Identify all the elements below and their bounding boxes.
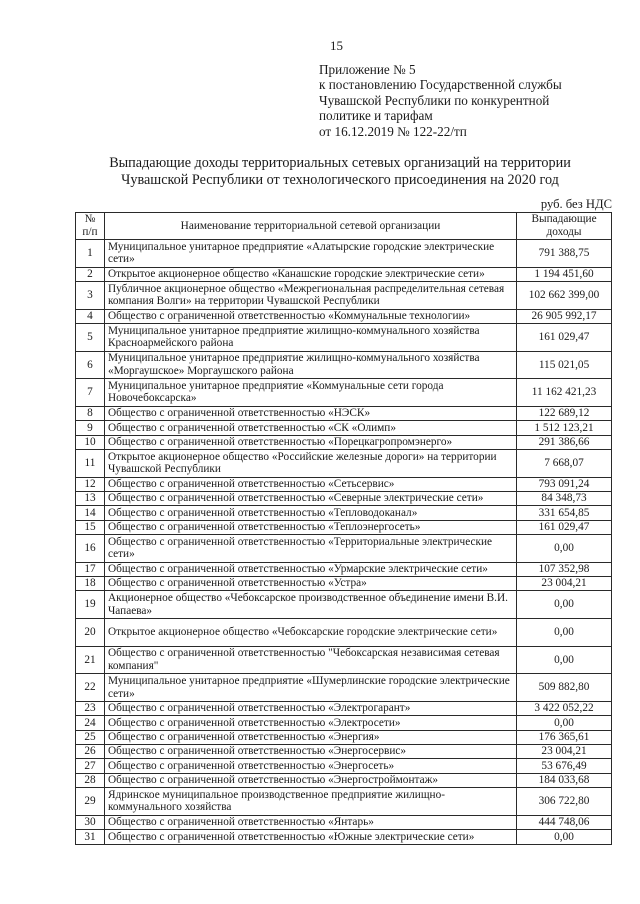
row-organization-name: Публичное акционерное общество «Межрегиональная распределительная сетевая компания Волги» на территории Чувашской Республики [104,281,516,309]
table-row [76,773,612,787]
table-row [76,830,612,844]
row-lost-income-value: 0,00 [517,619,612,647]
header-number-line: п/п [82,226,98,238]
row-number: 2 [76,267,105,281]
row-organization-name: Открытое акционерное общество «Российские железные дороги» на территории Чувашской Республики [104,449,516,477]
row-organization-name: Общество с ограниченной ответственностью «Коммунальные технологии» [104,309,516,323]
table-row [76,674,612,702]
row-organization-name: Общество с ограниченной ответственностью «Урмарские электрические сети» [104,562,516,576]
row-number: 6 [76,351,105,379]
header-value-line: доходы [546,226,582,238]
table-row [76,351,612,379]
row-number: 12 [76,477,105,491]
row-organization-name: Общество с ограниченной ответственностью «СК «Олимп» [104,421,516,435]
row-organization-name: Ядринское муниципальное производственное предприятие жилищно-коммунального хозяйства [104,788,516,816]
row-organization-name: Общество с ограниченной ответственностью «Южные электрические сети» [104,830,516,844]
row-lost-income-value: 291 386,66 [517,435,612,449]
appendix-line: от 16.12.2019 № 122-22/тп [319,123,467,139]
table-row [76,730,612,744]
appendix-line: к постановлению Государственной службы [319,77,562,93]
row-number: 9 [76,421,105,435]
table-row [76,421,612,435]
table-row [76,788,612,816]
row-organization-name: Открытое акционерное общество «Канашские городские электрические сети» [104,267,516,281]
table-row [76,240,612,268]
row-number: 31 [76,830,105,844]
row-number: 17 [76,562,105,576]
row-organization-name: Общество с ограниченной ответственностью "Чебоксарская независимая сетевая компания" [104,646,516,674]
row-number: 14 [76,506,105,520]
row-organization-name: Общество с ограниченной ответственностью «Порецкагропромэнерго» [104,435,516,449]
row-lost-income-value: 115 021,05 [517,351,612,379]
row-lost-income-value: 793 091,24 [517,477,612,491]
row-organization-name: Открытое акционерное общество «Чебоксарские городские электрические сети» [104,619,516,647]
title-line: Выпадающие доходы территориальных сетевых организаций на территории [109,155,571,171]
row-number: 8 [76,406,105,420]
header-name: Наименование территориальной сетевой организации [104,213,516,240]
row-organization-name: Общество с ограниченной ответственностью «Энергостроймонтаж» [104,773,516,787]
document-title [60,155,620,189]
table-row [76,449,612,477]
table-row [76,267,612,281]
row-lost-income-value: 3 422 052,22 [517,701,612,715]
units-label: руб. без НДС [540,197,612,211]
row-number: 3 [76,281,105,309]
row-organization-name: Общество с ограниченной ответственностью «Сетьсервис» [104,477,516,491]
appendix-line: Чувашской Республики по конкурентной [319,92,550,108]
row-organization-name: Муниципальное унитарное предприятие «Шумерлинские городские электрические сети» [104,674,516,702]
row-organization-name: Общество с ограниченной ответственностью «Энергосервис» [104,745,516,759]
row-lost-income-value: 444 748,06 [517,815,612,829]
table-row [76,281,612,309]
row-lost-income-value: 0,00 [517,535,612,563]
appendix-line: Приложение № 5 [319,62,416,77]
table-row [76,701,612,715]
table-row [76,309,612,323]
table-row [76,716,612,730]
title-line: Чувашской Республики от технологического присоединения на 2020 год [121,172,559,188]
row-lost-income-value: 509 882,80 [517,674,612,702]
table-row [76,815,612,829]
table-row [76,435,612,449]
row-number: 29 [76,788,105,816]
table-row [76,562,612,576]
table-row [76,745,612,759]
row-organization-name: Муниципальное унитарное предприятие жилищно-коммунального хозяйства Красноармейского района [104,323,516,351]
row-lost-income-value: 53 676,49 [517,759,612,773]
row-number: 30 [76,815,105,829]
row-organization-name: Муниципальное унитарное предприятие «Алатырские городские электрические сети» [104,240,516,268]
row-lost-income-value: 306 722,80 [517,788,612,816]
row-lost-income-value: 11 162 421,23 [517,379,612,407]
row-lost-income-value: 23 004,21 [517,577,612,591]
lost-income-table [75,212,612,845]
table-row [76,379,612,407]
row-number: 16 [76,535,105,563]
row-number: 18 [76,577,105,591]
row-number: 23 [76,701,105,715]
row-lost-income-value: 26 905 992,17 [517,309,612,323]
table-row [76,406,612,420]
row-number: 22 [76,674,105,702]
row-organization-name: Муниципальное унитарное предприятие жилищно-коммунального хозяйства «Моргаушское» Моргаушского района [104,351,516,379]
row-organization-name: Общество с ограниченной ответственностью «НЭСК» [104,406,516,420]
row-lost-income-value: 1 512 123,21 [517,421,612,435]
row-number: 4 [76,309,105,323]
row-number: 10 [76,435,105,449]
row-lost-income-value: 84 348,73 [517,491,612,505]
row-lost-income-value: 331 654,85 [517,506,612,520]
row-organization-name: Акционерное общество «Чебоксарское производственное объединение имени В.И. Чапаева» [104,591,516,619]
appendix-line: политике и тарифам [319,108,433,124]
row-number: 24 [76,716,105,730]
header-value-line: Выпадающие [531,213,597,226]
row-number: 1 [76,240,105,268]
table-row [76,520,612,534]
table-row [76,323,612,351]
table-row [76,477,612,491]
row-lost-income-value: 184 033,68 [517,773,612,787]
row-number: 21 [76,646,105,674]
row-organization-name: Общество с ограниченной ответственностью «Янтарь» [104,815,516,829]
appendix-header [319,62,562,139]
row-lost-income-value: 0,00 [517,646,612,674]
row-organization-name: Общество с ограниченной ответственностью «Энергосеть» [104,759,516,773]
row-lost-income-value: 176 365,61 [517,730,612,744]
table-row [76,535,612,563]
row-lost-income-value: 161 029,47 [517,323,612,351]
row-lost-income-value: 0,00 [517,591,612,619]
row-organization-name: Муниципальное унитарное предприятие «Коммунальные сети города Новочебоксарска» [104,379,516,407]
header-value [517,213,612,240]
row-number: 19 [76,591,105,619]
table-header-row [76,213,612,240]
header-number-line: № [84,213,96,226]
row-lost-income-value: 0,00 [517,830,612,844]
row-lost-income-value: 791 388,75 [517,240,612,268]
row-lost-income-value: 107 352,98 [517,562,612,576]
table-row [76,491,612,505]
table-row [76,646,612,674]
row-number: 13 [76,491,105,505]
table-body [76,240,612,845]
header-number [76,213,105,240]
row-lost-income-value: 23 004,21 [517,745,612,759]
row-number: 27 [76,759,105,773]
table-row [76,619,612,647]
row-number: 26 [76,745,105,759]
row-lost-income-value: 122 689,12 [517,406,612,420]
row-organization-name: Общество с ограниченной ответственностью «Электрогарант» [104,701,516,715]
row-organization-name: Общество с ограниченной ответственностью «Энергия» [104,730,516,744]
table-row [76,591,612,619]
row-organization-name: Общество с ограниченной ответственностью «Теплоэнергосеть» [104,520,516,534]
row-number: 20 [76,619,105,647]
row-number: 11 [76,449,105,477]
row-organization-name: Общество с ограниченной ответственностью «Территориальные электрические сети» [104,535,516,563]
row-number: 28 [76,773,105,787]
row-organization-name: Общество с ограниченной ответственностью «Устра» [104,577,516,591]
row-organization-name: Общество с ограниченной ответственностью «Электросети» [104,716,516,730]
table-row [76,759,612,773]
page-number: 15 [330,38,343,53]
row-number: 5 [76,323,105,351]
row-lost-income-value: 161 029,47 [517,520,612,534]
row-organization-name: Общество с ограниченной ответственностью «Северные электрические сети» [104,491,516,505]
row-lost-income-value: 0,00 [517,716,612,730]
table-row [76,506,612,520]
row-lost-income-value: 7 668,07 [517,449,612,477]
row-number: 15 [76,520,105,534]
row-organization-name: Общество с ограниченной ответственностью «Тепловодоканал» [104,506,516,520]
table-row [76,577,612,591]
row-lost-income-value: 102 662 399,00 [517,281,612,309]
row-lost-income-value: 1 194 451,60 [517,267,612,281]
row-number: 7 [76,379,105,407]
row-number: 25 [76,730,105,744]
